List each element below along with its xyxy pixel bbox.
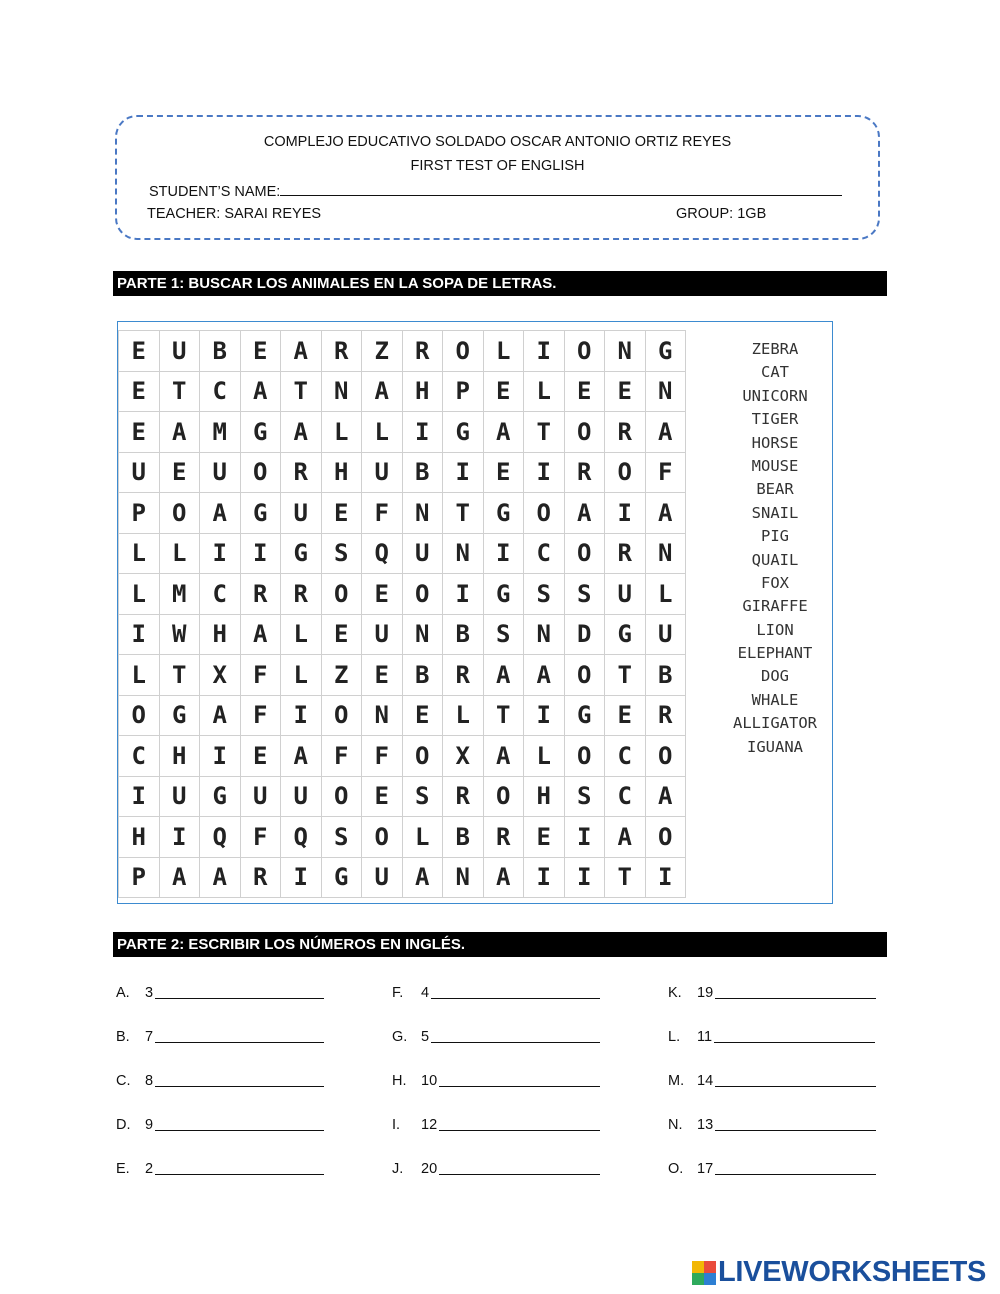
grid-cell[interactable]: I bbox=[565, 817, 606, 858]
grid-cell[interactable]: R bbox=[565, 453, 606, 494]
word-list-item: SNAIL bbox=[751, 503, 799, 522]
grid-cell[interactable]: A bbox=[362, 372, 403, 413]
grid-cell[interactable]: E bbox=[362, 574, 403, 615]
grid-cell[interactable]: I bbox=[484, 534, 525, 575]
grid-cell[interactable]: O bbox=[241, 453, 282, 494]
item-letter: L. bbox=[668, 1029, 681, 1045]
item-letter: C. bbox=[116, 1073, 131, 1089]
grid-cell[interactable]: A bbox=[524, 655, 565, 696]
grid-cell[interactable]: G bbox=[160, 696, 201, 737]
group-label: GROUP: 1GB bbox=[676, 206, 767, 222]
grid-cell[interactable]: U bbox=[160, 331, 201, 372]
item-letter: J. bbox=[392, 1161, 404, 1177]
grid-cell[interactable]: A bbox=[605, 817, 646, 858]
grid-cell[interactable]: G bbox=[484, 574, 525, 615]
grid-cell[interactable]: O bbox=[322, 696, 363, 737]
grid-cell[interactable]: L bbox=[119, 574, 160, 615]
grid-cell[interactable]: O bbox=[646, 817, 687, 858]
grid-cell[interactable]: R bbox=[443, 777, 484, 818]
grid-cell[interactable]: C bbox=[605, 777, 646, 818]
grid-cell[interactable]: E bbox=[524, 817, 565, 858]
grid-cell[interactable]: F bbox=[322, 736, 363, 777]
item-letter: K. bbox=[668, 985, 682, 1001]
grid-cell[interactable]: Q bbox=[200, 817, 241, 858]
grid-cell[interactable]: B bbox=[443, 817, 484, 858]
number-item bbox=[668, 982, 928, 1026]
grid-cell[interactable]: A bbox=[565, 493, 606, 534]
answer-blank[interactable] bbox=[155, 1114, 324, 1131]
answer-blank[interactable] bbox=[715, 1114, 876, 1131]
grid-cell[interactable]: A bbox=[200, 696, 241, 737]
liveworksheets-logo bbox=[692, 1256, 986, 1289]
grid-cell[interactable]: R bbox=[443, 655, 484, 696]
grid-cell[interactable]: L bbox=[281, 655, 322, 696]
grid-cell[interactable]: N bbox=[322, 372, 363, 413]
grid-cell[interactable]: U bbox=[119, 453, 160, 494]
grid-cell[interactable]: N bbox=[605, 331, 646, 372]
number-item bbox=[392, 1158, 652, 1202]
grid-cell[interactable]: A bbox=[241, 372, 282, 413]
answer-blank[interactable] bbox=[155, 1158, 324, 1175]
grid-cell[interactable]: A bbox=[646, 493, 687, 534]
grid-cell[interactable]: O bbox=[605, 453, 646, 494]
grid-cell[interactable]: A bbox=[646, 412, 687, 453]
number-item bbox=[392, 1114, 652, 1158]
grid-cell[interactable]: L bbox=[362, 412, 403, 453]
grid-cell[interactable]: S bbox=[565, 777, 606, 818]
grid-cell[interactable]: E bbox=[362, 655, 403, 696]
grid-cell[interactable]: D bbox=[565, 615, 606, 656]
numbers-column-3 bbox=[668, 982, 928, 1202]
answer-blank[interactable] bbox=[439, 1070, 600, 1087]
grid-cell[interactable]: I bbox=[605, 493, 646, 534]
grid-cell[interactable]: M bbox=[200, 412, 241, 453]
grid-cell[interactable]: L bbox=[119, 655, 160, 696]
answer-blank[interactable] bbox=[714, 1026, 875, 1043]
number-item bbox=[668, 1026, 928, 1070]
grid-cell[interactable]: B bbox=[403, 655, 444, 696]
part2-title: PARTE 2: ESCRIBIR LOS NÚMEROS EN INGLÉS. bbox=[113, 932, 887, 957]
grid-cell[interactable]: R bbox=[484, 817, 525, 858]
grid-cell[interactable]: F bbox=[646, 453, 687, 494]
number-item bbox=[116, 1114, 376, 1158]
answer-blank[interactable] bbox=[715, 982, 876, 999]
grid-cell[interactable]: G bbox=[565, 696, 606, 737]
item-number: 11 bbox=[697, 1029, 713, 1045]
grid-cell[interactable]: S bbox=[322, 817, 363, 858]
grid-cell[interactable]: O bbox=[484, 777, 525, 818]
grid-cell[interactable]: T bbox=[605, 655, 646, 696]
word-list-item: WHALE bbox=[751, 690, 799, 709]
grid-cell[interactable]: X bbox=[200, 655, 241, 696]
grid-cell[interactable]: P bbox=[119, 858, 160, 899]
answer-blank[interactable] bbox=[439, 1158, 600, 1175]
word-list-item: DOG bbox=[761, 667, 789, 686]
grid-cell[interactable]: F bbox=[362, 736, 403, 777]
grid-cell[interactable]: U bbox=[160, 777, 201, 818]
grid-cell[interactable]: R bbox=[605, 412, 646, 453]
grid-cell[interactable]: E bbox=[241, 331, 282, 372]
grid-cell[interactable]: A bbox=[241, 615, 282, 656]
item-number: 14 bbox=[697, 1073, 714, 1089]
grid-cell[interactable]: O bbox=[565, 534, 606, 575]
grid-cell[interactable]: A bbox=[484, 858, 525, 899]
grid-cell[interactable]: S bbox=[524, 574, 565, 615]
grid-cell[interactable]: R bbox=[322, 331, 363, 372]
grid-cell[interactable]: U bbox=[605, 574, 646, 615]
number-item bbox=[392, 1070, 652, 1114]
word-list-item: BEAR bbox=[756, 480, 794, 499]
grid-cell[interactable]: L bbox=[322, 412, 363, 453]
number-item bbox=[116, 982, 376, 1026]
item-number: 2 bbox=[145, 1161, 154, 1177]
grid-cell[interactable]: N bbox=[403, 493, 444, 534]
grid-cell[interactable]: B bbox=[200, 331, 241, 372]
item-number: 9 bbox=[145, 1117, 154, 1133]
grid-cell[interactable]: U bbox=[362, 453, 403, 494]
grid-cell[interactable]: N bbox=[646, 534, 687, 575]
grid-cell[interactable]: L bbox=[443, 696, 484, 737]
word-list-item: CAT bbox=[761, 363, 789, 382]
grid-cell[interactable]: O bbox=[160, 493, 201, 534]
grid-cell[interactable]: I bbox=[524, 858, 565, 899]
grid-cell[interactable]: C bbox=[524, 534, 565, 575]
grid-cell[interactable]: R bbox=[241, 574, 282, 615]
item-number: 4 bbox=[421, 985, 430, 1001]
grid-cell[interactable]: R bbox=[241, 858, 282, 899]
item-number: 12 bbox=[421, 1117, 438, 1133]
grid-cell[interactable]: F bbox=[241, 696, 282, 737]
grid-cell[interactable]: A bbox=[403, 858, 444, 899]
grid-cell[interactable]: T bbox=[484, 696, 525, 737]
grid-cell[interactable]: G bbox=[322, 858, 363, 899]
grid-cell[interactable]: S bbox=[403, 777, 444, 818]
grid-cell[interactable]: H bbox=[322, 453, 363, 494]
number-item bbox=[116, 1158, 376, 1202]
grid-cell[interactable]: C bbox=[605, 736, 646, 777]
grid-cell[interactable]: E bbox=[403, 696, 444, 737]
item-letter: F. bbox=[392, 985, 404, 1001]
grid-cell[interactable]: U bbox=[362, 858, 403, 899]
grid-cell[interactable]: R bbox=[403, 331, 444, 372]
grid-cell[interactable]: N bbox=[443, 534, 484, 575]
word-list-item: IGUANA bbox=[747, 737, 803, 756]
item-letter: M. bbox=[668, 1073, 685, 1089]
item-number: 17 bbox=[697, 1161, 714, 1177]
number-item bbox=[668, 1158, 928, 1202]
grid-cell[interactable]: G bbox=[484, 493, 525, 534]
grid-cell[interactable]: E bbox=[484, 372, 525, 413]
item-letter: B. bbox=[116, 1029, 130, 1045]
grid-cell[interactable]: I bbox=[200, 534, 241, 575]
grid-cell[interactable]: N bbox=[524, 615, 565, 656]
grid-cell[interactable]: E bbox=[484, 453, 525, 494]
word-list-item: ELEPHANT bbox=[737, 644, 813, 663]
grid-cell[interactable]: X bbox=[443, 736, 484, 777]
grid-cell[interactable]: A bbox=[281, 736, 322, 777]
grid-cell[interactable]: U bbox=[281, 493, 322, 534]
grid-cell[interactable]: I bbox=[119, 777, 160, 818]
grid-cell[interactable]: U bbox=[281, 777, 322, 818]
grid-cell[interactable]: N bbox=[646, 372, 687, 413]
grid-cell[interactable]: L bbox=[119, 534, 160, 575]
item-letter: G. bbox=[392, 1029, 408, 1045]
grid-cell[interactable]: A bbox=[484, 412, 525, 453]
grid-cell[interactable]: Z bbox=[362, 331, 403, 372]
word-list-item: HORSE bbox=[751, 433, 799, 452]
grid-cell[interactable]: I bbox=[443, 574, 484, 615]
word-list-item: QUAIL bbox=[751, 550, 799, 569]
grid-cell[interactable]: P bbox=[443, 372, 484, 413]
grid-cell[interactable]: U bbox=[362, 615, 403, 656]
logo-icon bbox=[692, 1261, 716, 1285]
school-name: COMPLEJO EDUCATIVO SOLDADO OSCAR ANTONIO ORTIZ REYES bbox=[263, 134, 732, 150]
item-letter: D. bbox=[116, 1117, 131, 1133]
grid-cell[interactable]: W bbox=[160, 615, 201, 656]
grid-cell[interactable]: H bbox=[119, 817, 160, 858]
number-item bbox=[116, 1070, 376, 1114]
grid-cell[interactable]: A bbox=[484, 736, 525, 777]
grid-cell[interactable]: G bbox=[241, 412, 282, 453]
item-letter: I. bbox=[392, 1117, 401, 1133]
grid-cell[interactable]: I bbox=[403, 412, 444, 453]
grid-cell[interactable]: E bbox=[362, 777, 403, 818]
grid-cell[interactable]: O bbox=[443, 331, 484, 372]
answer-blank[interactable] bbox=[155, 1070, 324, 1087]
grid-cell[interactable]: I bbox=[160, 817, 201, 858]
grid-cell[interactable]: N bbox=[403, 615, 444, 656]
grid-cell[interactable]: A bbox=[200, 858, 241, 899]
grid-cell[interactable]: E bbox=[119, 372, 160, 413]
grid-cell[interactable]: O bbox=[119, 696, 160, 737]
item-letter: O. bbox=[668, 1161, 684, 1177]
student-name-row bbox=[149, 182, 842, 200]
word-list-item: ZEBRA bbox=[751, 340, 799, 358]
answer-blank[interactable] bbox=[431, 982, 600, 999]
word-list-item: MOUSE bbox=[751, 456, 799, 475]
grid-cell[interactable]: N bbox=[443, 858, 484, 899]
grid-cell[interactable]: A bbox=[484, 655, 525, 696]
grid-cell[interactable]: F bbox=[362, 493, 403, 534]
answer-blank[interactable] bbox=[431, 1026, 600, 1043]
grid-cell[interactable]: R bbox=[281, 574, 322, 615]
grid-cell[interactable]: E bbox=[119, 331, 160, 372]
word-list-item: FOX bbox=[761, 573, 789, 592]
grid-cell[interactable]: T bbox=[443, 493, 484, 534]
grid-cell[interactable]: I bbox=[281, 696, 322, 737]
grid-cell[interactable]: A bbox=[281, 412, 322, 453]
item-number: 3 bbox=[145, 985, 154, 1001]
grid-cell[interactable]: O bbox=[565, 655, 606, 696]
answer-blank[interactable] bbox=[155, 982, 324, 999]
answer-blank[interactable] bbox=[715, 1158, 876, 1175]
word-list-item: ALLIGATOR bbox=[733, 714, 817, 733]
grid-cell[interactable]: R bbox=[281, 453, 322, 494]
grid-cell[interactable]: O bbox=[403, 736, 444, 777]
word-list bbox=[725, 338, 825, 759]
grid-cell[interactable]: T bbox=[160, 372, 201, 413]
grid-cell[interactable]: E bbox=[605, 696, 646, 737]
grid-cell[interactable]: O bbox=[362, 817, 403, 858]
grid-cell[interactable]: H bbox=[160, 736, 201, 777]
grid-cell[interactable]: E bbox=[322, 615, 363, 656]
grid-cell[interactable]: G bbox=[241, 493, 282, 534]
number-item bbox=[668, 1070, 928, 1114]
grid-cell[interactable]: I bbox=[281, 858, 322, 899]
grid-cell[interactable]: R bbox=[605, 534, 646, 575]
item-letter: A. bbox=[116, 985, 130, 1001]
word-search-grid bbox=[118, 330, 686, 898]
grid-cell[interactable]: G bbox=[281, 534, 322, 575]
grid-cell[interactable]: H bbox=[403, 372, 444, 413]
word-list-item: UNICORN bbox=[742, 386, 808, 405]
grid-cell[interactable]: U bbox=[241, 777, 282, 818]
grid-cell[interactable]: H bbox=[200, 615, 241, 656]
grid-cell[interactable]: C bbox=[200, 372, 241, 413]
header-box bbox=[115, 115, 880, 240]
grid-cell[interactable]: O bbox=[565, 331, 606, 372]
grid-cell[interactable]: E bbox=[322, 493, 363, 534]
grid-cell[interactable]: E bbox=[119, 412, 160, 453]
item-letter: H. bbox=[392, 1073, 407, 1089]
answer-blank[interactable] bbox=[439, 1114, 600, 1131]
item-number: 7 bbox=[145, 1029, 154, 1045]
logo-text: LIVEWORKSHEETS bbox=[718, 1256, 987, 1288]
grid-cell[interactable]: L bbox=[160, 534, 201, 575]
grid-cell[interactable]: C bbox=[119, 736, 160, 777]
grid-cell[interactable]: A bbox=[160, 858, 201, 899]
test-title: FIRST TEST OF ENGLISH bbox=[410, 158, 585, 174]
grid-cell[interactable]: C bbox=[200, 574, 241, 615]
numbers-column-2 bbox=[392, 982, 652, 1202]
item-letter: E. bbox=[116, 1161, 130, 1177]
grid-cell[interactable]: G bbox=[646, 331, 687, 372]
grid-cell[interactable]: Z bbox=[322, 655, 363, 696]
grid-cell[interactable]: B bbox=[646, 655, 687, 696]
grid-cell[interactable]: F bbox=[241, 655, 282, 696]
grid-cell[interactable]: O bbox=[403, 574, 444, 615]
grid-cell[interactable]: B bbox=[443, 615, 484, 656]
grid-cell[interactable]: A bbox=[160, 412, 201, 453]
grid-cell[interactable]: E bbox=[605, 372, 646, 413]
grid-cell[interactable]: S bbox=[565, 574, 606, 615]
grid-cell[interactable]: O bbox=[322, 574, 363, 615]
grid-cell[interactable]: Q bbox=[362, 534, 403, 575]
grid-cell[interactable]: L bbox=[524, 736, 565, 777]
grid-cell[interactable]: L bbox=[403, 817, 444, 858]
grid-cell[interactable]: T bbox=[524, 412, 565, 453]
grid-cell[interactable]: I bbox=[524, 696, 565, 737]
grid-cell[interactable]: I bbox=[241, 534, 282, 575]
number-item bbox=[668, 1114, 928, 1158]
numbers-column-1 bbox=[116, 982, 376, 1202]
grid-cell[interactable]: G bbox=[443, 412, 484, 453]
grid-cell[interactable]: B bbox=[403, 453, 444, 494]
grid-cell[interactable]: O bbox=[524, 493, 565, 534]
grid-cell[interactable]: I bbox=[119, 615, 160, 656]
grid-cell[interactable]: I bbox=[646, 858, 687, 899]
grid-cell[interactable]: E bbox=[565, 372, 606, 413]
grid-cell[interactable]: R bbox=[646, 696, 687, 737]
grid-cell[interactable]: O bbox=[322, 777, 363, 818]
teacher-name: TEACHER: SARAI REYES bbox=[147, 206, 322, 222]
item-number: 10 bbox=[421, 1073, 438, 1089]
grid-cell[interactable]: T bbox=[160, 655, 201, 696]
grid-cell[interactable]: U bbox=[403, 534, 444, 575]
grid-cell[interactable]: L bbox=[281, 615, 322, 656]
number-item bbox=[392, 982, 652, 1026]
student-name-label: STUDENT’S NAME: bbox=[149, 184, 281, 200]
grid-cell[interactable]: L bbox=[484, 331, 525, 372]
item-number: 8 bbox=[145, 1073, 154, 1089]
grid-cell[interactable]: M bbox=[160, 574, 201, 615]
grid-cell[interactable]: A bbox=[200, 493, 241, 534]
part1-title: PARTE 1: BUSCAR LOS ANIMALES EN LA SOPA DE LETRAS. bbox=[113, 271, 887, 296]
word-list-item: TIGER bbox=[751, 410, 799, 429]
grid-cell[interactable]: O bbox=[565, 412, 606, 453]
grid-cell[interactable]: A bbox=[281, 331, 322, 372]
answer-blank[interactable] bbox=[155, 1026, 324, 1043]
item-number: 13 bbox=[697, 1117, 714, 1133]
grid-cell[interactable]: L bbox=[646, 574, 687, 615]
grid-cell[interactable]: O bbox=[646, 736, 687, 777]
word-list-item: GIRAFFE bbox=[742, 597, 808, 616]
grid-cell[interactable]: U bbox=[200, 453, 241, 494]
word-list-item: LION bbox=[756, 620, 794, 639]
grid-cell[interactable]: I bbox=[200, 736, 241, 777]
grid-cell[interactable]: F bbox=[241, 817, 282, 858]
item-number: 5 bbox=[421, 1029, 430, 1045]
grid-cell[interactable]: I bbox=[443, 453, 484, 494]
grid-cell[interactable]: I bbox=[565, 858, 606, 899]
grid-cell[interactable]: E bbox=[160, 453, 201, 494]
student-name-field[interactable] bbox=[280, 182, 842, 196]
grid-cell[interactable]: T bbox=[281, 372, 322, 413]
grid-cell[interactable]: I bbox=[524, 331, 565, 372]
word-list-item: PIG bbox=[761, 527, 789, 546]
grid-cell[interactable]: E bbox=[241, 736, 282, 777]
grid-cell[interactable]: I bbox=[524, 453, 565, 494]
grid-cell[interactable]: U bbox=[646, 615, 687, 656]
grid-cell[interactable]: S bbox=[484, 615, 525, 656]
grid-cell[interactable]: T bbox=[605, 858, 646, 899]
grid-cell[interactable]: N bbox=[362, 696, 403, 737]
grid-cell[interactable]: A bbox=[646, 777, 687, 818]
grid-cell[interactable]: P bbox=[119, 493, 160, 534]
number-item bbox=[116, 1026, 376, 1070]
item-number: 20 bbox=[421, 1161, 438, 1177]
number-item bbox=[392, 1026, 652, 1070]
grid-cell[interactable]: L bbox=[524, 372, 565, 413]
grid-cell[interactable]: H bbox=[524, 777, 565, 818]
grid-cell[interactable]: G bbox=[605, 615, 646, 656]
grid-cell[interactable]: O bbox=[565, 736, 606, 777]
grid-cell[interactable]: S bbox=[322, 534, 363, 575]
item-letter: N. bbox=[668, 1117, 683, 1133]
item-number: 19 bbox=[697, 985, 714, 1001]
grid-cell[interactable]: Q bbox=[281, 817, 322, 858]
grid-cell[interactable]: G bbox=[200, 777, 241, 818]
answer-blank[interactable] bbox=[715, 1070, 876, 1087]
